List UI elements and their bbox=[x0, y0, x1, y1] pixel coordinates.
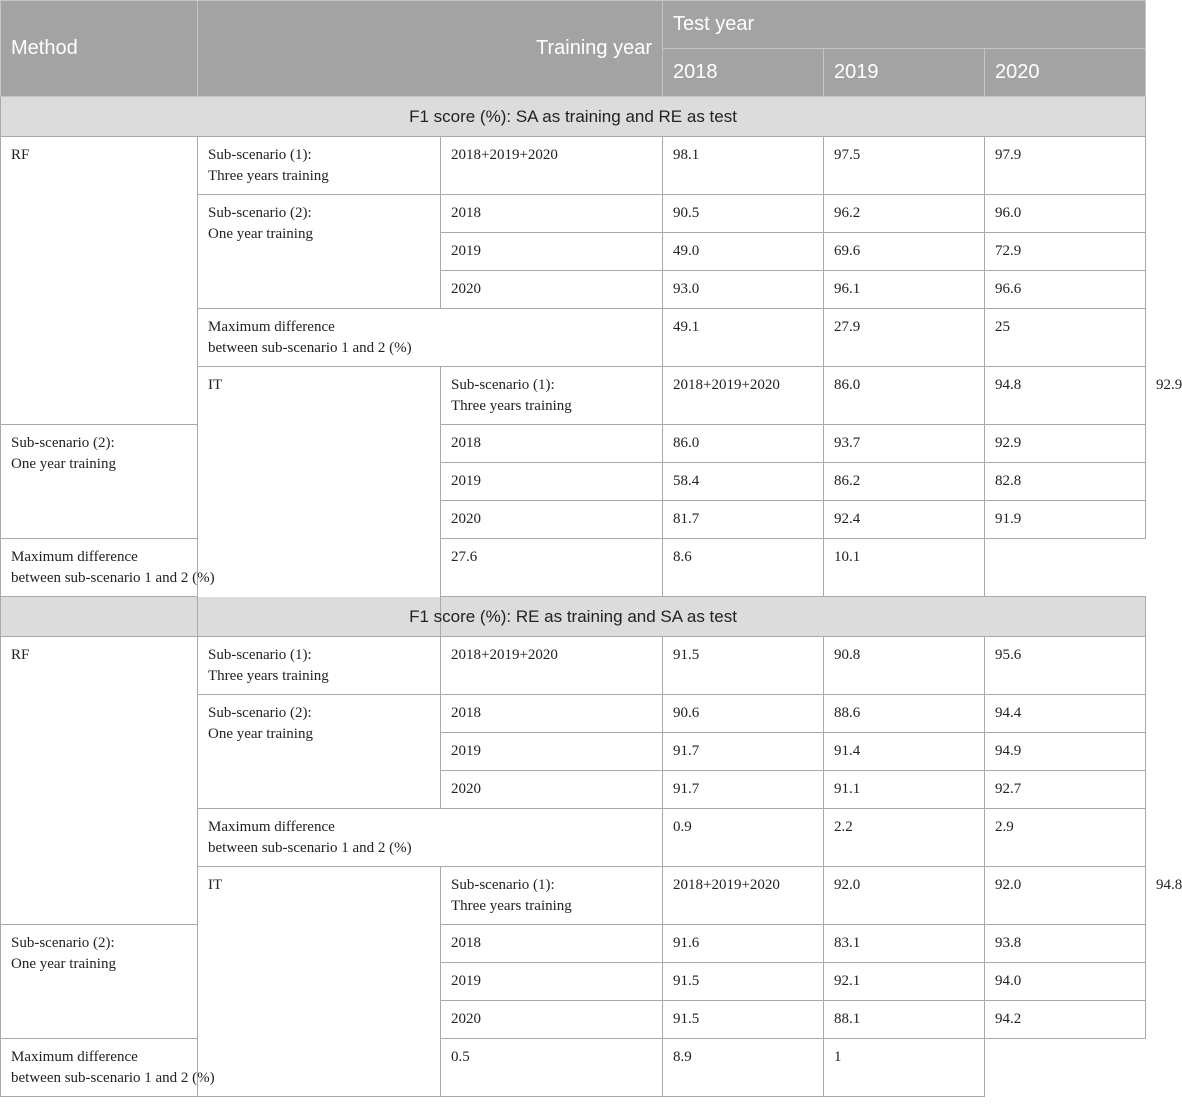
max-difference-value: 27.9 bbox=[824, 309, 985, 367]
sub-scenario-2-label bbox=[1, 925, 198, 1039]
f1-value-cell: 88.1 bbox=[824, 1001, 985, 1039]
f1-value-cell: 97.5 bbox=[824, 137, 985, 195]
f1-value-cell: 93.7 bbox=[824, 425, 985, 463]
f1-value-cell: 94.8 bbox=[985, 367, 1146, 425]
training-year-cell: 2019 bbox=[441, 463, 663, 501]
table-header bbox=[1, 1, 1146, 97]
f1-value-cell: 82.8 bbox=[985, 463, 1146, 501]
sub-scenario-2-label bbox=[198, 195, 441, 309]
max-difference-label bbox=[198, 809, 663, 867]
test-year-2019-header: 2019 bbox=[824, 49, 985, 97]
f1-value-cell: 92.7 bbox=[985, 771, 1146, 809]
max-difference-value: 49.1 bbox=[663, 309, 824, 367]
max-difference-label-line2: between sub-scenario 1 and 2 (%) bbox=[208, 840, 412, 856]
max-difference-value: 1 bbox=[824, 1039, 985, 1097]
table-row: IT Sub-scenario (1): Three years training 2018+2019+2020 86.0 94.8 92.9 bbox=[1, 367, 1146, 425]
f1-value-cell: 91.1 bbox=[824, 771, 985, 809]
training-year-cell: 2020 bbox=[441, 771, 663, 809]
f1-value-cell: 95.6 bbox=[985, 637, 1146, 695]
training-year-header: Training year bbox=[198, 1, 663, 97]
table-body bbox=[1, 97, 1182, 1097]
table-row bbox=[1, 925, 1146, 963]
f1-value-cell: 91.9 bbox=[985, 501, 1146, 539]
sub-scenario-1-label-line2: Three years training bbox=[208, 668, 329, 684]
f1-value-cell: 69.6 bbox=[824, 233, 985, 271]
f1-value-cell: 94.0 bbox=[985, 963, 1146, 1001]
f1-value-cell: 92.1 bbox=[824, 963, 985, 1001]
f1-value-cell: 91.5 bbox=[663, 637, 824, 695]
test-year-2018-header: 2018 bbox=[663, 49, 824, 97]
sub-scenario-1-label bbox=[198, 637, 441, 695]
f1-value-cell: 92.4 bbox=[824, 501, 985, 539]
max-difference-value: 25 bbox=[985, 309, 1146, 367]
sub-scenario-2-label-line1: Sub-scenario (2): bbox=[11, 435, 115, 451]
training-year-cell: 2020 bbox=[441, 501, 663, 539]
method-name: IT bbox=[198, 867, 441, 1097]
sub-scenario-2-label bbox=[1, 425, 198, 539]
training-year-cell: 2018+2019+2020 bbox=[663, 867, 824, 925]
f1-value-cell: 90.5 bbox=[663, 195, 824, 233]
training-year-cell: 2018+2019+2020 bbox=[441, 637, 663, 695]
method-name: IT bbox=[198, 367, 441, 637]
sub-scenario-1-label-line2: Three years training bbox=[208, 168, 329, 184]
max-difference-label-line2: between sub-scenario 1 and 2 (%) bbox=[11, 570, 215, 586]
training-year-cell: 2019 bbox=[441, 963, 663, 1001]
max-difference-label-line1: Maximum difference bbox=[208, 819, 335, 835]
f1-value-cell: 92.0 bbox=[824, 867, 985, 925]
f1-value-cell: 91.7 bbox=[663, 771, 824, 809]
f1-value-cell: 58.4 bbox=[663, 463, 824, 501]
training-year-cell: 2019 bbox=[441, 233, 663, 271]
f1-value-cell: 96.2 bbox=[824, 195, 985, 233]
max-difference-label-line1: Maximum difference bbox=[11, 549, 138, 565]
sub-scenario-1-label-line1: Sub-scenario (1): bbox=[208, 647, 312, 663]
sub-scenario-1-label bbox=[441, 867, 663, 925]
method-name: RF bbox=[1, 637, 198, 925]
section-title: F1 score (%): SA as training and RE as test bbox=[1, 97, 1146, 137]
max-difference-label-line2: between sub-scenario 1 and 2 (%) bbox=[11, 1070, 215, 1086]
method-name: RF bbox=[1, 137, 198, 425]
f1-value-cell: 88.6 bbox=[824, 695, 985, 733]
sub-scenario-2-label-line1: Sub-scenario (2): bbox=[11, 935, 115, 951]
method-header: Method bbox=[1, 1, 198, 97]
training-year-cell: 2019 bbox=[441, 733, 663, 771]
sub-scenario-1-label-line1: Sub-scenario (1): bbox=[208, 147, 312, 163]
max-difference-value: 8.9 bbox=[663, 1039, 824, 1097]
max-difference-value: 8.6 bbox=[663, 539, 824, 597]
f1-value-cell: 96.0 bbox=[985, 195, 1146, 233]
section-row bbox=[1, 597, 1146, 637]
f1-value-cell: 94.4 bbox=[985, 695, 1146, 733]
f1-value-cell: 90.8 bbox=[824, 637, 985, 695]
max-difference-label bbox=[198, 309, 663, 367]
training-year-cell: 2020 bbox=[441, 271, 663, 309]
sub-scenario-1-label bbox=[198, 137, 441, 195]
sub-scenario-2-label-line1: Sub-scenario (2): bbox=[208, 205, 312, 221]
f1-value-cell: 94.9 bbox=[985, 733, 1146, 771]
max-difference-label bbox=[1, 539, 441, 597]
training-year-cell: 2018 bbox=[441, 195, 663, 233]
sub-scenario-2-label-line2: One year training bbox=[208, 226, 313, 242]
f1-value-cell: 91.4 bbox=[824, 733, 985, 771]
f1-value-cell: 90.6 bbox=[663, 695, 824, 733]
training-year-cell: 2018 bbox=[441, 695, 663, 733]
max-difference-value: 2.9 bbox=[985, 809, 1146, 867]
f1-value-cell: 86.0 bbox=[663, 425, 824, 463]
f1-value-cell: 72.9 bbox=[985, 233, 1146, 271]
max-difference-value: 2.2 bbox=[824, 809, 985, 867]
test-year-header: Test year bbox=[663, 1, 1146, 49]
max-difference-value: 27.6 bbox=[441, 539, 663, 597]
f1-value-cell: 91.7 bbox=[663, 733, 824, 771]
sub-scenario-1-label-line2: Three years training bbox=[451, 898, 572, 914]
table-row bbox=[1, 1039, 1146, 1097]
f1-value-cell: 91.5 bbox=[663, 1001, 824, 1039]
f1-value-cell: 86.2 bbox=[824, 463, 985, 501]
max-difference-value: 0.5 bbox=[441, 1039, 663, 1097]
table-row bbox=[1, 137, 1146, 195]
sub-scenario-1-label-line1: Sub-scenario (1): bbox=[451, 377, 555, 393]
max-difference-value: 10.1 bbox=[824, 539, 985, 597]
training-year-cell: 2018+2019+2020 bbox=[663, 367, 824, 425]
table-row bbox=[1, 637, 1146, 695]
f1-value-cell: 94.2 bbox=[985, 1001, 1146, 1039]
f1-value-cell: 98.1 bbox=[663, 137, 824, 195]
max-difference-label-line1: Maximum difference bbox=[11, 1049, 138, 1065]
f1-value-cell: 97.9 bbox=[985, 137, 1146, 195]
sub-scenario-1-label-line1: Sub-scenario (1): bbox=[451, 877, 555, 893]
f1-value-cell: 93.8 bbox=[985, 925, 1146, 963]
section-row bbox=[1, 97, 1146, 137]
max-difference-label-line1: Maximum difference bbox=[208, 319, 335, 335]
sub-scenario-2-label-line2: One year training bbox=[208, 726, 313, 742]
f1-value-cell: 91.6 bbox=[663, 925, 824, 963]
max-difference-label-line2: between sub-scenario 1 and 2 (%) bbox=[208, 340, 412, 356]
training-year-cell: 2018 bbox=[441, 925, 663, 963]
table-row bbox=[1, 539, 1146, 597]
f1-value-cell: 96.6 bbox=[985, 271, 1146, 309]
f1-value-cell: 81.7 bbox=[663, 501, 824, 539]
f1-value-cell: 92.0 bbox=[985, 867, 1146, 925]
table-row: IT Sub-scenario (1): Three years training 2018+2019+2020 92.0 92.0 94.8 bbox=[1, 867, 1146, 925]
sub-scenario-2-label-line1: Sub-scenario (2): bbox=[208, 705, 312, 721]
training-year-cell: 2018+2019+2020 bbox=[441, 137, 663, 195]
f1-value-cell: 93.0 bbox=[663, 271, 824, 309]
training-year-cell: 2018 bbox=[441, 425, 663, 463]
f1-value-cell: 83.1 bbox=[824, 925, 985, 963]
f1-value-cell: 91.5 bbox=[663, 963, 824, 1001]
f1-value-cell: 96.1 bbox=[824, 271, 985, 309]
sub-scenario-1-label-line2: Three years training bbox=[451, 398, 572, 414]
sub-scenario-2-label bbox=[198, 695, 441, 809]
test-year-2020-header: 2020 bbox=[985, 49, 1146, 97]
sub-scenario-2-label-line2: One year training bbox=[11, 956, 116, 972]
max-difference-value: 0.9 bbox=[663, 809, 824, 867]
table-row bbox=[1, 425, 1146, 463]
training-year-cell: 2020 bbox=[441, 1001, 663, 1039]
max-difference-label bbox=[1, 1039, 441, 1097]
f1-value-cell: 86.0 bbox=[824, 367, 985, 425]
sub-scenario-1-label bbox=[441, 367, 663, 425]
section-title: F1 score (%): RE as training and SA as test bbox=[1, 597, 1146, 637]
f1-value-cell: 49.0 bbox=[663, 233, 824, 271]
sub-scenario-2-label-line2: One year training bbox=[11, 456, 116, 472]
f1-value-cell: 92.9 bbox=[985, 425, 1146, 463]
